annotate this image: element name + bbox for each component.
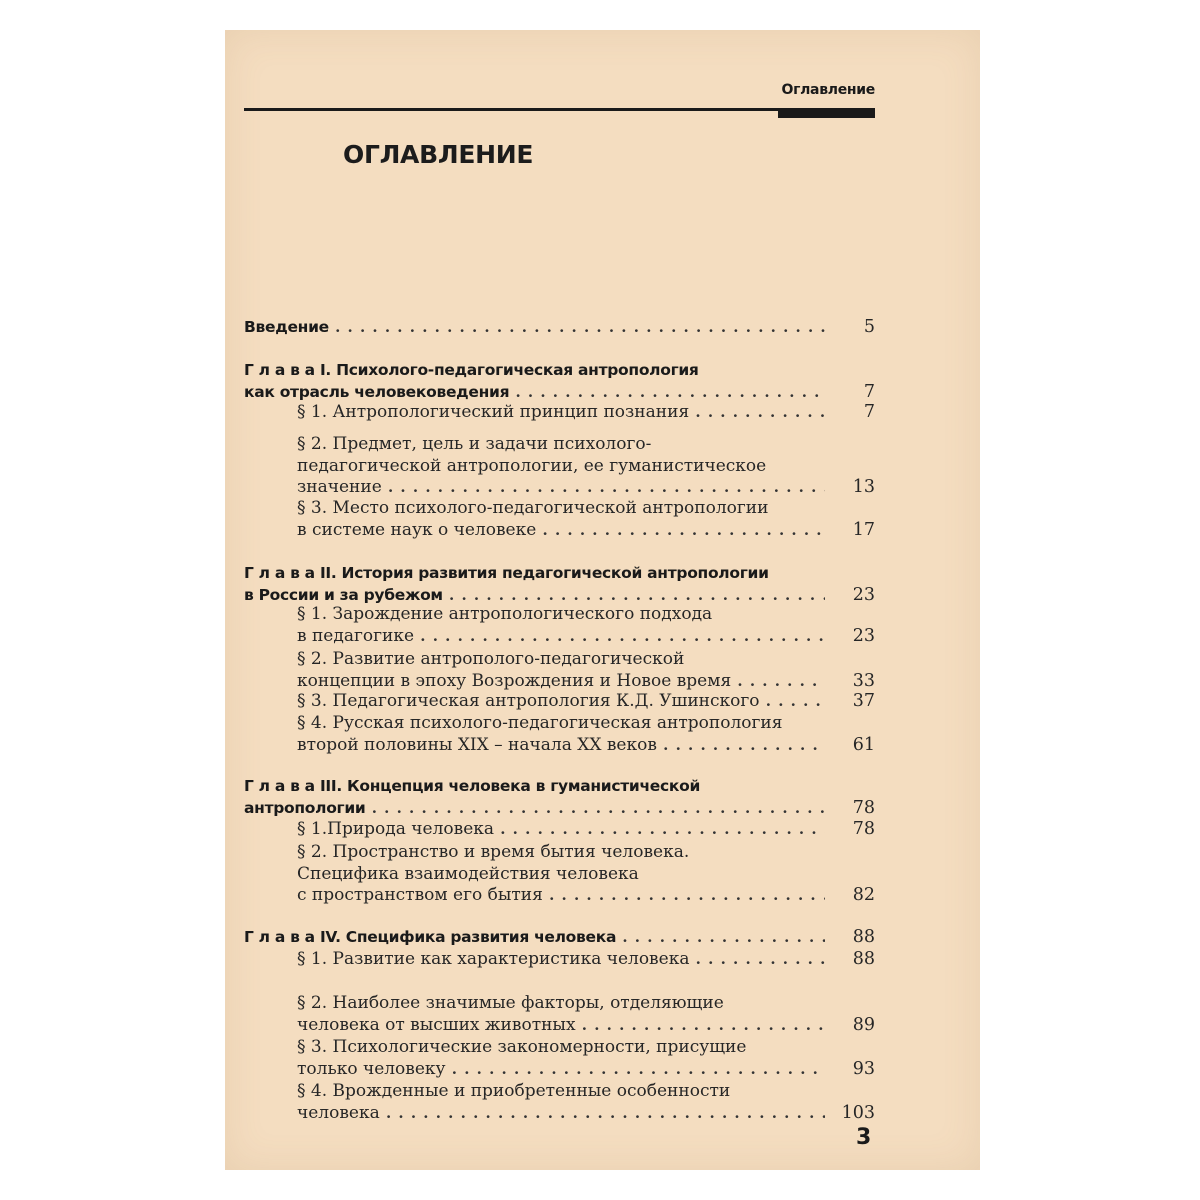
section-title: концепции в эпоху Возрождения и Новое время . . . [297, 670, 825, 692]
page-number: 3 [856, 1125, 872, 1150]
section-title: § 4. Русская психолого-педагогическая антропология [297, 713, 783, 733]
page-title: ОГЛАВЛЕНИЕ [343, 140, 534, 169]
table-of-contents [225, 30, 980, 1170]
section-title: § 2. Предмет, цель и задачи психолого- [297, 434, 652, 454]
toc-page-number: 33 [852, 670, 875, 691]
toc-page-number: 23 [852, 584, 875, 605]
section-title: в системе наук о человеке . . . [297, 519, 825, 541]
chapter-title: в России и за рубежом . . . [244, 584, 825, 606]
section-title: § 2. Развитие антрополого-педагогической [297, 649, 685, 669]
toc-page-number: 88 [852, 949, 875, 969]
section-title: § 1. Зарождение антропологического подхода [297, 604, 713, 624]
chapter-title: Г л а в а III. Концепция человека в гуманистической [244, 777, 701, 795]
section-title: человека от высших животных . . . [297, 1014, 825, 1036]
chapter-title: антропологии . . . [244, 797, 825, 819]
toc-page-number: 103 [841, 1102, 875, 1123]
section-title: Специфика взаимодействия человека [297, 863, 639, 884]
section-title: педагогической антропологии, ее гуманистическое [297, 455, 767, 476]
section-title: § 3. Психологические закономерности, присущие [297, 1037, 747, 1057]
toc-page-number: 78 [852, 819, 875, 839]
toc-page-number: 13 [852, 477, 875, 498]
section-title: § 1.Природа человека . . . [297, 818, 825, 840]
section-title: § 3. Педагогическая антропология К.Д. Ушинского . . . [297, 690, 825, 712]
chapter-title: как отрасль человековедения . . . [244, 381, 825, 403]
toc-page-number: 7 [863, 402, 875, 422]
section-title: § 4. Врожденные и приобретенные особенности [297, 1081, 731, 1101]
section-title: человека . . . [297, 1102, 825, 1124]
toc-page-number: 82 [852, 885, 875, 906]
toc-page-number: 61 [852, 734, 875, 755]
chapter-title: Г л а в а I. Психолого-педагогическая антропология [244, 361, 699, 379]
section-title: в педагогике . . . [297, 625, 825, 647]
toc-page-number: 23 [852, 625, 875, 646]
toc-page-number: 7 [863, 381, 875, 402]
section-title: § 1. Развитие как характеристика человека . . . [297, 948, 825, 970]
section-title: только человеку . . . [297, 1058, 825, 1080]
section-title: значение . . . [297, 476, 825, 498]
toc-page-number: 5 [863, 317, 875, 337]
chapter-title: Г л а в а IV. Специфика развития человека . . . [244, 926, 825, 948]
section-title: § 3. Место психолого-педагогической антропологии [297, 498, 769, 518]
toc-page-number: 17 [852, 519, 875, 540]
chapter-title: Г л а в а II. История развития педагогической антропологии [244, 564, 769, 582]
chapter-title: Введение . . . [244, 316, 825, 338]
toc-page-number: 88 [852, 927, 875, 947]
toc-page-number: 89 [852, 1014, 875, 1035]
section-title: второй половины XIX – начала XX веков . . . [297, 734, 825, 756]
section-title: § 1. Антропологический принцип познания . . . [297, 401, 825, 423]
toc-page-number: 93 [852, 1058, 875, 1079]
section-title: с пространством его бытия . . . [297, 884, 825, 906]
section-title: § 2. Пространство и время бытия человека. [297, 842, 690, 862]
toc-page-number: 78 [852, 797, 875, 818]
running-head: Оглавление [781, 82, 875, 98]
section-title: § 2. Наиболее значимые факторы, отделяющие [297, 993, 724, 1013]
toc-page-number: 37 [852, 691, 875, 711]
book-page [225, 30, 980, 1170]
